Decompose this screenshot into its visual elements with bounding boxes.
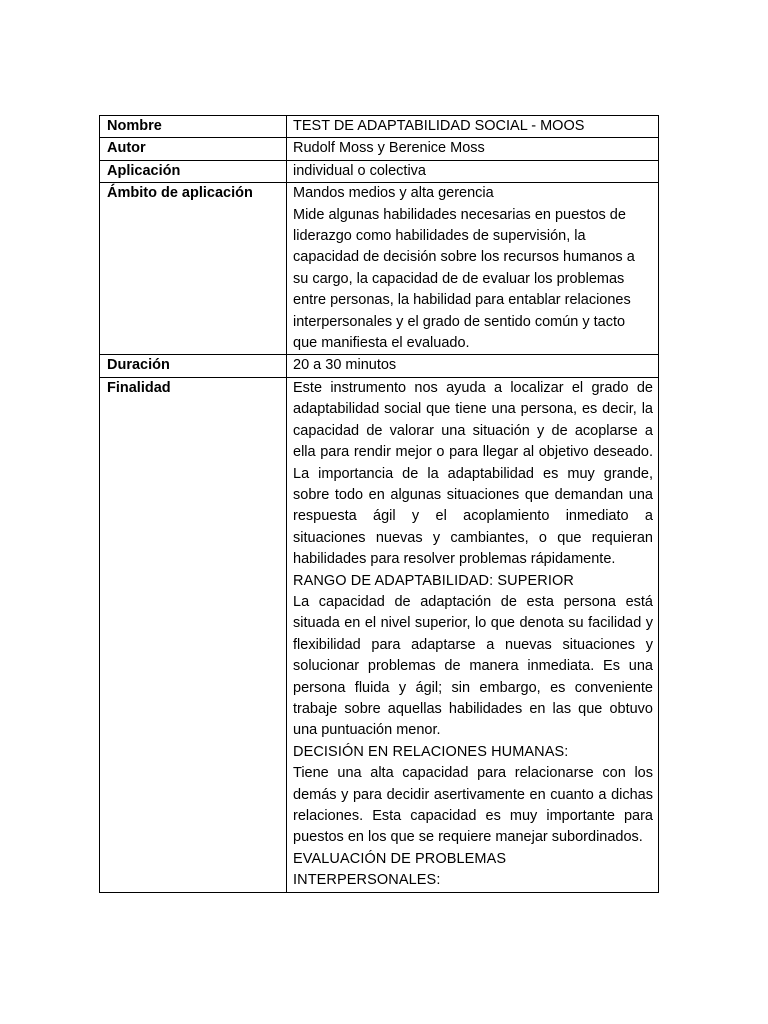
row-ambito — [100, 183, 659, 355]
value-nombre: TEST DE ADAPTABILIDAD SOCIAL - MOOS — [287, 116, 659, 138]
ambito-line1: Mandos medios y alta gerencia — [293, 185, 494, 202]
row-nombre — [100, 116, 659, 138]
label-duracion: Duración — [100, 355, 287, 377]
row-autor — [100, 138, 659, 160]
heading-rango: RANGO DE ADAPTABILIDAD: SUPERIOR — [293, 572, 574, 589]
value-autor: Rudolf Moss y Berenice Moss — [287, 138, 659, 160]
text-decision: Tiene una alta capacidad para relacionarse con los demás y para decidir asertivamente en cuanto a dichas relaciones. Esta capacidad es muy importante para puestos en los que se requiere manejar subordinados. — [293, 765, 653, 846]
value-duracion: 20 a 30 minutos — [287, 355, 659, 377]
info-table — [99, 115, 659, 893]
text-rango: La capacidad de adaptación de esta persona está situada en el nivel superior, lo que denota su facilidad y flexibilidad para adaptarse a nuevas situaciones y solucionar problemas de manera inmediata. Es una persona fluida y ágil; sin embargo, es conveniente trabaje sobre aquellas habilidades en las que obtuvo una puntuación menor. — [293, 593, 653, 739]
value-finalidad — [287, 377, 659, 892]
row-duracion — [100, 355, 659, 377]
label-ambito: Ámbito de aplicación — [100, 183, 287, 355]
label-aplicacion: Aplicación — [100, 160, 287, 182]
heading-evaluacion: EVALUACIÓN DE PROBLEMAS INTERPERSONALES: — [293, 850, 507, 889]
ambito-description: Mide algunas habilidades necesarias en puestos de liderazgo como habilidades de supervisión, la capacidad de decisión sobre los recursos humanos a su cargo, la capacidad de de evaluar los problemas entre personas, la habilidad para entablar relaciones interpersonales y el grado de sentido común y tacto que manifiesta el evaluado. — [293, 206, 635, 352]
value-ambito — [287, 183, 659, 355]
label-finalidad: Finalidad — [100, 377, 287, 892]
finalidad-intro: Este instrumento nos ayuda a localizar el grado de adaptabilidad social que tiene una persona, es decir, la capacidad de valorar una situación y de acoplarse a ella para rendir mejor o para llegar al objetivo deseado. La importancia de la adaptabilidad es muy grande, sobre todo en algunas situaciones que demandan una respuesta ágil y el acoplamiento inmediato a situaciones nuevas y cambiantes, o que requieran habilidades para resolver problemas rápidamente. — [293, 379, 653, 568]
label-autor: Autor — [100, 138, 287, 160]
value-aplicacion: individual o colectiva — [287, 160, 659, 182]
row-finalidad — [100, 377, 659, 892]
label-nombre: Nombre — [100, 116, 287, 138]
heading-decision: DECISIÓN EN RELACIONES HUMANAS: — [293, 743, 569, 760]
row-aplicacion — [100, 160, 659, 182]
